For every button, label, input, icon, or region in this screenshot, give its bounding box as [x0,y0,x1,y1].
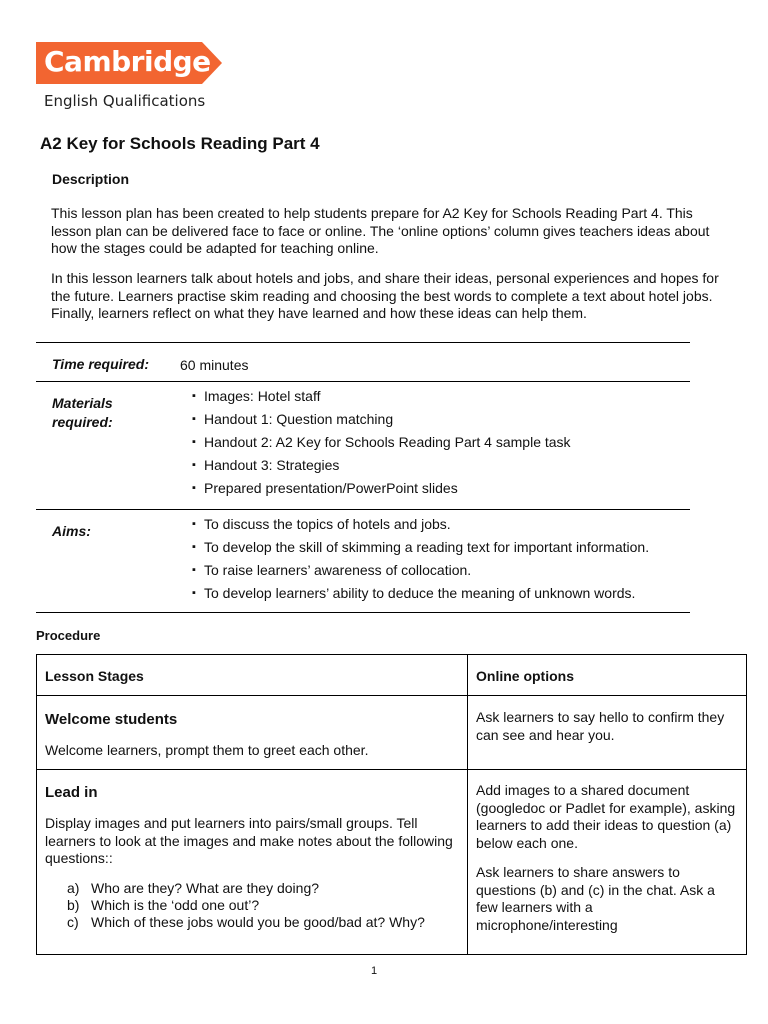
list-item: b) Which is the ‘odd one out’? [67,896,260,913]
list-item: c) Which of these jobs would you be good/bad at? Why? [67,913,425,930]
online-cell [468,770,747,955]
list-item: a) Who are they? What are they doing? [67,879,320,896]
document-title: A2 Key for Schools Reading Part 4 [40,134,320,153]
online-text: Ask learners to share answers to questions (b) and (c) in the chat. Ask a few learners with a microphone/interesting [476,864,715,933]
materials-item: ▪ Images: Hotel staff [192,388,571,411]
column-header-online: Online options [468,655,747,696]
stage-cell [37,770,468,955]
stage-text: Welcome learners, prompt them to greet each other. [45,742,369,758]
materials-item: ▪ Handout 2: A2 Key for Schools Reading Part 4 sample task [192,434,571,457]
aims-item: ▪ To develop the skill of skimming a reading text for important information. [192,539,649,562]
materials-item: ▪ Handout 3: Strategies [192,457,571,480]
description-heading: Description [52,171,130,187]
time-label: Time required: [52,356,149,372]
question-list [45,880,459,931]
table-header-row [37,655,747,696]
aims-item: ▪ To raise learners’ awareness of collocation. [192,562,649,585]
aims-item: ▪ To develop learners’ ability to deduce the meaning of unknown words. [192,585,649,608]
stage-title: Lead in [45,784,98,801]
online-cell [468,696,747,770]
meta-divider [36,612,690,613]
meta-divider [36,342,690,343]
time-value: 60 minutes [180,357,249,373]
meta-divider [36,381,690,382]
aims-list [192,516,649,608]
materials-item: ▪ Handout 1: Question matching [192,411,571,434]
table-row [37,770,747,955]
stage-cell [37,696,468,770]
procedure-table [36,654,747,955]
online-text: Add images to a shared document (googledoc or Padlet for example), asking learners to add their ideas to question (a) below each one. [476,782,736,851]
aims-item: ▪ To discuss the topics of hotels and jobs. [192,516,649,539]
description-paragraph-1: This lesson plan has been created to help students prepare for A2 Key for Schools Reading Part 4. This lesson plan can be delivered face to face or online. The ‘online options’ column gives teachers ideas about how the stages could be adapted for teaching online. [51,205,710,256]
procedure-heading: Procedure [36,628,101,643]
logo-brand-text: Cambridge [44,45,211,78]
description-paragraph-2: In this lesson learners talk about hotels and jobs, and share their ideas, personal experiences and hopes for the future. Learners practise skim reading and choosing the best words to complete a text about hotel jobs. Finally, learners reflect on what they have learned and how these ideas can help them. [51,270,719,321]
online-text: Ask learners to say hello to confirm they can see and hear you. [476,709,725,743]
meta-divider [36,509,690,510]
materials-item: ▪ Prepared presentation/PowerPoint slides [192,480,571,503]
materials-label: Materials required: [52,395,113,430]
cambridge-logo [36,42,222,110]
logo-banner [36,42,222,84]
table-row [37,696,747,770]
logo-subtitle: English Qualifications [44,92,206,110]
stage-text: Display images and put learners into pairs/small groups. Tell learners to look at the images and make notes about the following questions:: [45,815,453,866]
materials-list [192,388,571,503]
column-header-stages: Lesson Stages [37,655,468,696]
stage-title: Welcome students [45,711,178,728]
aims-label: Aims: [52,523,91,539]
page-number: 1 [370,965,378,977]
